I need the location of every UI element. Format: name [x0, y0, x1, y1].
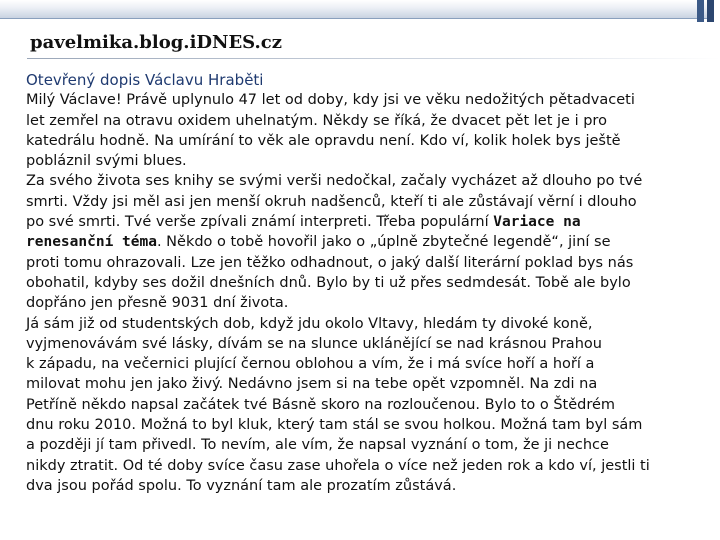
- article-line: nikdy ztratit. Od té doby svíce času zase uhořela o více než jeden rok a kdo ví, jestli ti: [26, 457, 650, 474]
- article-line: dva jsou pořád spolu. To vyznání tam ale prozatím zůstává.: [26, 477, 457, 494]
- article-body: [26, 70, 716, 496]
- article-line: let zemřel na otravu oxidem uhelnatým. Někdy se říká, že dvacet pět let je i pro: [26, 112, 607, 129]
- article-line: a později jí tam přivedl. To nevím, ale vím, že napsal vyznání o tom, že ji nechce: [26, 437, 609, 454]
- article-line: katedrálu hodně. Na umírání to věk ale opravdu není. Kdo ví, kolik holek bys ještě: [26, 132, 621, 149]
- song-title-highlight: renesanční téma: [26, 234, 157, 251]
- song-title-highlight: Variace na: [493, 214, 581, 231]
- top-bar-stripe: [697, 0, 704, 22]
- article-line: milovat mohu jen jako živý. Nedávno jsem si na tebe opět vzpomněl. Na zdi na: [26, 376, 598, 393]
- article-line: Petříně někdo napsal začátek tvé Básně skoro na rozloučenou. Bylo to o Štědrém: [26, 396, 616, 413]
- site-title: pavelmika.blog.iDNES.cz: [30, 32, 282, 53]
- article-line: proti tomu ohrazovali. Lze jen těžko odhadnout, o jaký další literární poklad bys nás: [26, 254, 634, 271]
- article-line: Milý Václave! Právě uplynulo 47 let od doby, kdy jsi ve věku nedožitých pětadvaceti: [26, 92, 635, 109]
- article-text: . Někdo o tobě hovořil jako o „úplně zbytečné legendě“, jiní se: [156, 234, 611, 251]
- top-bar-stripe: [707, 0, 714, 22]
- article-text: po své smrti. Tvé verše zpívali známí interpreti. Třeba populární: [26, 214, 494, 231]
- header-divider: [27, 58, 720, 59]
- article-line: Za svého života ses knihy se svými verši nedočkal, začaly vycházet až dlouho po tvé: [26, 173, 643, 190]
- article-line: [26, 212, 716, 232]
- article-line: vyjmenovávám své lásky, dívám se na slunce uklánějící se nad krásnou Prahou: [26, 335, 602, 352]
- top-decorative-bar: [0, 0, 720, 22]
- top-bar-gradient: [0, 0, 712, 19]
- article-line: pobláznil svými blues.: [26, 153, 187, 170]
- article-line: smrti. Vždy jsi měl asi jen menší okruh nadšenců, kteří ti ale zůstávají věrní i dlouho: [26, 193, 637, 210]
- article-line: Já sám již od studentských dob, když jdu okolo Vltavy, hledám ty divoké koně,: [26, 315, 593, 332]
- article-title: Otevřený dopis Václavu Hraběti: [26, 71, 264, 89]
- article-line: dopřáno jen přesně 9031 dní života.: [26, 295, 289, 312]
- article-line: k západu, na večernici plující černou oblohou a vím, že i má svíce hoří a hoří a: [26, 356, 595, 373]
- article-line: dnu roku 2010. Možná to byl kluk, který tam stál se svou holkou. Možná tam byl sám: [26, 417, 643, 434]
- article-line: [26, 232, 716, 252]
- article-line: obohatil, kdyby ses dožil dnešních dnů. Bylo by ti už přes sedmdesát. Tobě ale bylo: [26, 274, 631, 291]
